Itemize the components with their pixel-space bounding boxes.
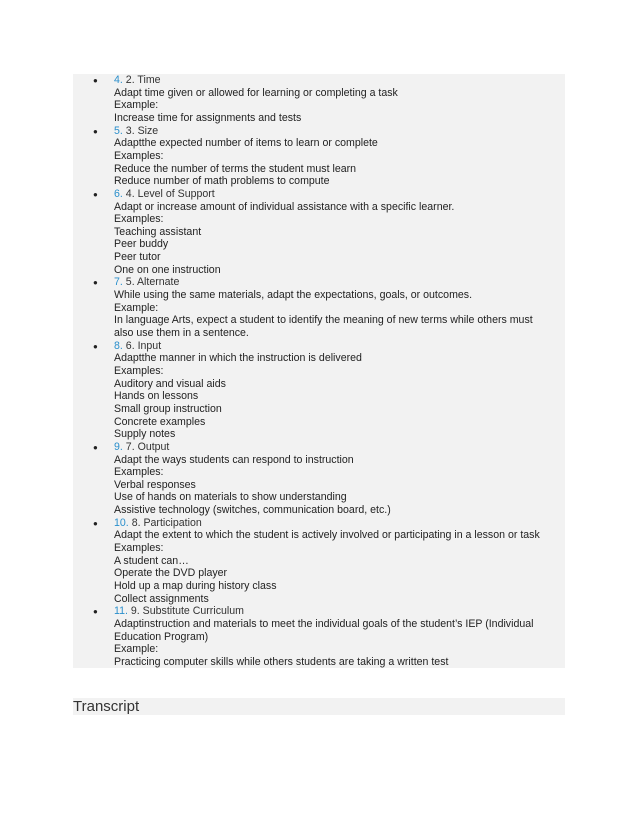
list-item-text: While using the same materials, adapt the expectations, goals, or outcomes. (114, 289, 473, 302)
list-item-number-link[interactable]: 5. (114, 124, 123, 137)
list-item-text: Examples: (114, 364, 164, 377)
list-item-text: Example: (114, 99, 159, 112)
list-item-number-link[interactable]: 10. (114, 516, 129, 529)
list-item-heading (114, 125, 158, 138)
list-item-heading (114, 517, 202, 530)
list-item-text: Peer buddy (114, 238, 169, 251)
list-item-text: Examples: (114, 466, 164, 479)
list-item-title: 3. Size (125, 124, 159, 137)
bullet-icon: ● (93, 76, 98, 85)
list-item-text: Examples: (114, 213, 164, 226)
list-item-heading (114, 188, 215, 201)
list-item-text: Adapt or increase amount of individual assistance with a specific learner. (114, 200, 455, 213)
list-item-text: Reduce number of math problems to compute (114, 175, 330, 188)
list-item-number-link[interactable]: 11. (114, 605, 128, 618)
bullet-icon: ● (93, 518, 98, 528)
list-item-text: Auditory and visual aids (114, 377, 226, 390)
list-item-text: Example: (114, 643, 159, 656)
list-item-title: 6. Input (125, 339, 162, 352)
list-item-text: Peer tutor (114, 251, 161, 264)
bullet-icon: ● (93, 278, 98, 288)
list-item-text: Hold up a map during history class (114, 580, 277, 592)
bullet-icon: ● (93, 341, 98, 351)
list-item-title: 5. Alternate (125, 276, 180, 289)
list-item-text: Adaptinstruction and materials to meet the individual goals of the student’s IEP (Individual (114, 617, 534, 630)
list-item-heading (114, 441, 169, 454)
list-item-text: Adapt the ways students can respond to instruction (114, 453, 354, 466)
list-item-text: Collect assignments (114, 592, 209, 605)
list-item-text: Practicing computer skills while others students are taking a written test (114, 655, 449, 668)
list-item-text: Increase time for assignments and tests (114, 111, 302, 124)
list-item-number-link[interactable]: 9. (114, 440, 123, 453)
list-item-text: Operate the DVD player (114, 567, 228, 580)
list-item-text: also use them in a sentence. (114, 327, 249, 339)
list-item-text: Examples: (114, 542, 164, 555)
list-item-text: One on one instruction (114, 263, 221, 276)
list-item-text: Supply notes (114, 428, 176, 441)
list-item-text: Adaptthe manner in which the instruction is delivered (114, 352, 362, 365)
list-item-text: Small group instruction (114, 402, 222, 415)
list-item-number-link[interactable]: 8. (114, 339, 123, 352)
list-item-text: Adaptthe expected number of items to learn or complete (114, 137, 378, 150)
list-item-number-link[interactable]: 6. (114, 187, 123, 200)
list-item-heading (114, 74, 161, 87)
list-item-text: Examples: (114, 149, 164, 162)
list-item-heading (114, 340, 161, 353)
list-item-title: 8. Participation (131, 516, 202, 529)
list-item-heading (114, 605, 244, 618)
list-item-title: 7. Output (125, 440, 170, 453)
list-item-text: Adapt the extent to which the student is actively involved or participating in a lesson or task (114, 529, 540, 542)
bullet-icon: ● (93, 189, 98, 199)
list-item-text: Verbal responses (114, 478, 196, 491)
list-item-text: Education Program) (114, 630, 209, 643)
transcript-header (73, 698, 565, 715)
list-item-number-link[interactable]: 4. (114, 74, 123, 86)
bullet-icon: ● (93, 607, 98, 617)
list-item-text: Reduce the number of terms the student must learn (114, 162, 357, 175)
bullet-icon: ● (93, 442, 98, 452)
list-item-text: Concrete examples (114, 415, 206, 428)
list-item-heading (114, 276, 179, 289)
list-item-title: 4. Level of Support (125, 187, 215, 200)
list-item-text: Use of hands on materials to show understanding (114, 491, 347, 504)
list-item-text: A student can… (114, 554, 189, 567)
list-item-text: In language Arts, expect a student to identify the meaning of new terms while others must (114, 314, 533, 327)
list-item-text: Hands on lessons (114, 390, 199, 403)
list-item-title: 9. Substitute Curriculum (130, 605, 244, 618)
list-item-number-link[interactable]: 7. (114, 276, 123, 289)
bullet-icon: ● (93, 126, 98, 136)
list-item-title: 2. Time (125, 74, 161, 86)
list-item-text: Teaching assistant (114, 225, 202, 238)
list-item-text: Adapt time given or allowed for learning or completing a task (114, 86, 398, 99)
list-item-text: Example: (114, 301, 159, 314)
transcript-title: Transcript (73, 698, 140, 715)
list-item-text: Assistive technology (switches, communication board, etc.) (114, 504, 391, 517)
